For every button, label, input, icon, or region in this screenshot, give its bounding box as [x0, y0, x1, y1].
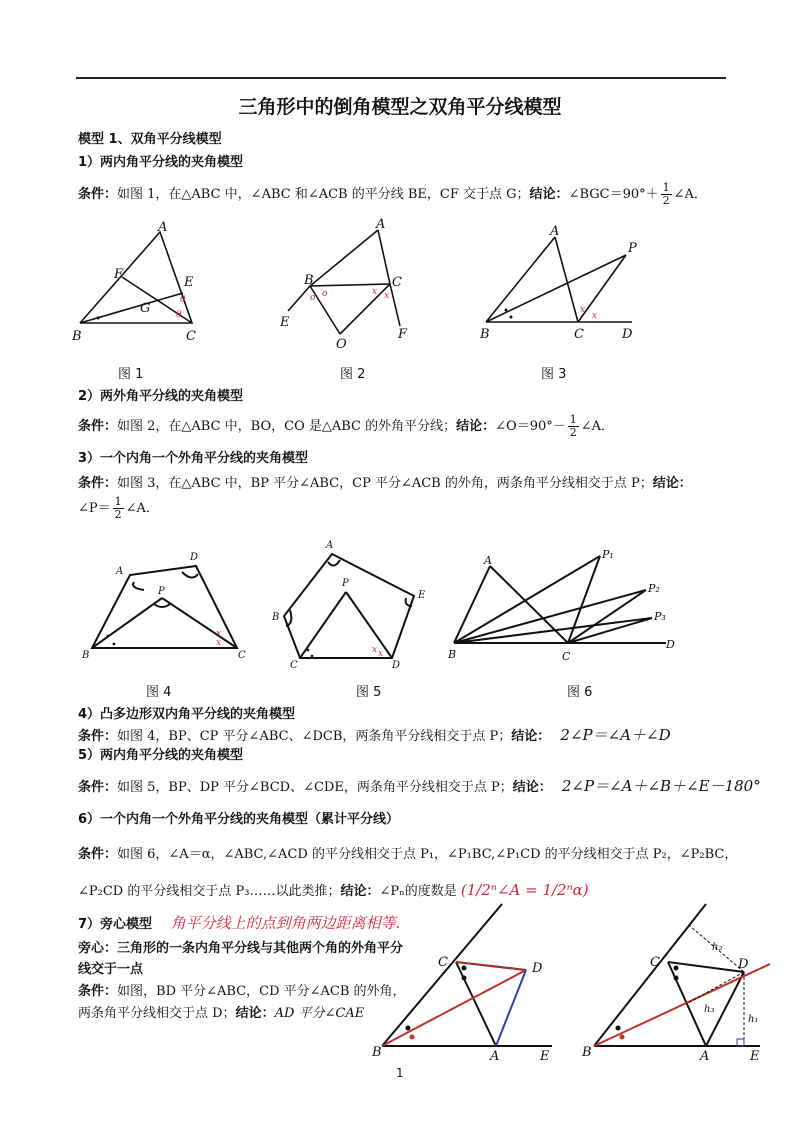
caption-fig4: 图 4 [146, 685, 172, 700]
fraction: $\frac{1}{2}$ [114, 495, 122, 521]
condition-text: 如图 5，BP、DP 平分∠BCD、∠CDE，两条角平分线相交于点 P； [117, 780, 513, 795]
fraction: $\frac{1}{2}$ [662, 181, 670, 207]
label-a: A [326, 540, 334, 551]
figure-5 [272, 540, 432, 670]
label-c: C [290, 660, 298, 671]
conclusion-text: 2∠P＝∠A＋∠D [560, 726, 671, 744]
label-h1: h₁ [748, 1014, 759, 1025]
label-a: A [490, 1049, 500, 1064]
label-d: D [622, 327, 633, 342]
condition-text: ∠P₂CD 的平分线相交于点 P₃……以此类推； [78, 884, 341, 899]
label-p: P [628, 241, 637, 256]
conclusion-text: ∠Pₙ的度数是 [379, 884, 457, 899]
conclusion-text: 2∠P＝∠A＋∠B＋∠E－180° [561, 777, 761, 795]
handwritten-note: 角平分线上的点到角两边距离相等. [170, 914, 401, 932]
section-7-condition [78, 980, 406, 999]
svg-text:x: x [372, 645, 378, 655]
label-d: D [666, 638, 675, 651]
label-p3: P₃ [654, 610, 666, 623]
caption-fig2: 图 2 [340, 367, 366, 382]
svg-text:x: x [216, 638, 222, 648]
conclusion-text: ∠O＝90°－ [495, 419, 566, 434]
label-a: A [700, 1049, 710, 1064]
svg-text:x: x [580, 305, 586, 315]
section-5-heading: 5）两内角平分线的夹角模型 [78, 748, 244, 763]
label-b: B [72, 329, 82, 344]
section-6-heading: 6）一个内角一个外角平分线的夹角模型（累计平分线） [78, 812, 400, 827]
condition-label: 条件： [78, 476, 118, 491]
label-b: B [448, 648, 457, 661]
label-c: C [574, 327, 584, 342]
section-7-conclusion [78, 1002, 364, 1021]
figure-1 [72, 220, 212, 360]
label-b: B [304, 273, 314, 288]
section-2-heading: 2）两外角平分线的夹角模型 [78, 389, 244, 404]
conclusion-label: 结论： [456, 419, 496, 434]
section-7-definition [78, 937, 403, 956]
label-p: P [158, 586, 165, 597]
label-b: B [272, 612, 280, 623]
condition-text: 如图 3，在△ABC 中，BP 平分∠ABC，CP 平分∠ACB 的外角，两条角平分线相交于点 P； [117, 476, 653, 491]
label-g: G [140, 301, 151, 316]
definition-label: 旁心： [78, 941, 118, 956]
condition-label: 条件： [78, 187, 118, 202]
condition-label: 条件： [78, 984, 118, 999]
label-a: A [550, 224, 560, 239]
label-o: O [336, 337, 347, 352]
conclusion-label: 结论： [512, 780, 552, 795]
label-d: D [532, 961, 543, 976]
label-b: B [480, 327, 490, 342]
svg-text:x: x [592, 311, 598, 321]
section-5-condition [78, 775, 761, 796]
conclusion-text: AD 平分∠CAE [274, 1006, 365, 1021]
condition-label: 条件： [78, 419, 118, 434]
section-1-heading: 1）两内角平分线的夹角模型 [78, 155, 244, 170]
conclusion-label: 结论： [511, 729, 551, 744]
section-2-condition [78, 414, 614, 439]
svg-text:x: x [378, 649, 384, 659]
label-c: C [238, 650, 246, 661]
label-c: C [650, 955, 660, 970]
label-e: E [280, 315, 290, 330]
label-b: B [582, 1045, 592, 1060]
section-6-condition [78, 843, 737, 862]
conclusion-text: ∠BGC＝90°＋ [568, 187, 659, 202]
svg-text:x: x [216, 629, 222, 639]
label-f: F [398, 327, 408, 342]
label-e: E [540, 1049, 550, 1064]
conclusion-tail: ∠A． [580, 419, 615, 434]
excenter-figure-right [580, 896, 780, 1064]
section-3-condition [78, 472, 692, 491]
condition-label: 条件： [78, 780, 118, 795]
caption-fig1: 图 1 [118, 367, 144, 382]
label-b: B [82, 650, 90, 661]
label-h2: h₂ [712, 942, 723, 953]
condition-label: 条件： [78, 847, 118, 862]
svg-text:o: o [322, 289, 328, 299]
top-rule [76, 77, 726, 79]
figure-4 [82, 548, 252, 668]
caption-fig5: 图 5 [356, 685, 382, 700]
conclusion-label: 结论： [235, 1006, 275, 1021]
conclusion-label: 结论： [529, 187, 569, 202]
label-a: A [376, 217, 386, 232]
fraction: $\frac{1}{2}$ [569, 413, 577, 439]
section-3-conclusion [78, 496, 159, 521]
svg-text:o: o [310, 293, 316, 303]
section-7-heading [78, 912, 400, 933]
conclusion-label: 结论： [340, 884, 380, 899]
figure-3 [478, 222, 648, 362]
condition-text: 如图 6，∠A＝α，∠ABC,∠ACD 的平分线相交于点 P₁，∠P₁BC,∠P₁CD 的平分线相交于点 P₂，∠P₂BC， [117, 847, 738, 862]
section-1-condition [78, 182, 707, 207]
label-f: F [114, 267, 124, 282]
label-a: A [484, 554, 492, 567]
label-e: E [184, 275, 194, 290]
conclusion-tail: ∠A． [673, 187, 707, 202]
label-p: P [342, 578, 349, 589]
label-e: E [418, 590, 426, 601]
condition-text: 如图，BD 平分∠ABC，CD 平分∠ACB 的外角， [117, 984, 406, 999]
svg-text:θ: θ [180, 295, 186, 305]
figure-2 [280, 216, 420, 356]
svg-text:x: x [372, 287, 378, 297]
label-a: A [158, 220, 168, 235]
label-d: D [738, 957, 749, 972]
label-p1: P₁ [602, 548, 614, 561]
caption-fig3: 图 3 [541, 367, 567, 382]
label-b: B [372, 1045, 382, 1060]
caption-fig6: 图 6 [567, 685, 593, 700]
condition-text: 如图 4，BP、CP 平分∠ABC、∠DCB，两条角平分线相交于点 P； [117, 729, 512, 744]
label-c: C [438, 955, 448, 970]
svg-text:x: x [384, 291, 390, 301]
label-d: D [190, 552, 199, 563]
page-number: 1 [396, 1066, 404, 1080]
section-7-title: 7）旁心模型 [78, 917, 153, 932]
excenter-figure-left [372, 896, 572, 1064]
conclusion-text: ∠P＝ [78, 501, 111, 516]
model-heading: 模型 1、双角平分线模型 [78, 132, 222, 147]
svg-text:θ: θ [176, 310, 182, 320]
label-d: D [392, 660, 401, 671]
condition-label: 条件： [78, 729, 118, 744]
label-e: E [750, 1049, 760, 1064]
condition-text: 如图 2，在△ABC 中，BO，CO 是△ABC 的外角平分线； [117, 419, 457, 434]
condition-text: 两条角平分线相交于点 D； [78, 1006, 236, 1021]
label-a: A [116, 566, 124, 577]
label-c: C [392, 275, 402, 290]
definition-text: 三角形的一条内角平分线与其他两个角的外角平分 [117, 941, 404, 956]
conclusion-label: 结论： [652, 476, 692, 491]
label-p2: P₂ [648, 582, 660, 595]
page-title: 三角形中的倒角模型之双角平分线模型 [238, 96, 562, 118]
label-c: C [562, 650, 571, 663]
section-3-heading: 3）一个内角一个外角平分线的夹角模型 [78, 451, 309, 466]
section-4-heading: 4）凸多边形双内角平分线的夹角模型 [78, 707, 296, 722]
label-h3: h₃ [704, 1004, 715, 1015]
label-c: C [186, 329, 196, 344]
conclusion-tail: ∠A． [125, 501, 159, 516]
figure-6 [448, 548, 688, 668]
section-4-condition [78, 724, 671, 745]
handwritten-answer: (1/2ⁿ∠A = 1/2ⁿα) [460, 881, 589, 899]
condition-text: 如图 1，在△ABC 中，∠ABC 和∠ACB 的平分线 BE，CF 交于点 G； [117, 187, 530, 202]
section-7-definition-2: 线交于一点 [78, 962, 144, 977]
